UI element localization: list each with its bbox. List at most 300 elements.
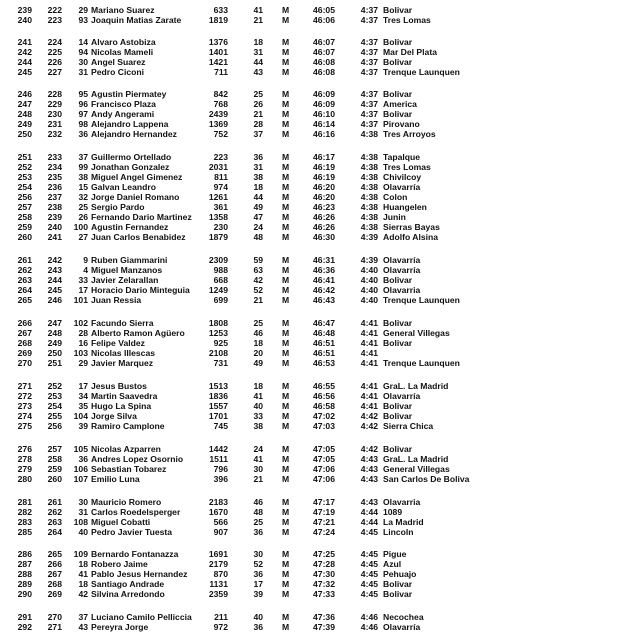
runner-age: 18	[253, 381, 263, 391]
finish-time: 47:36	[313, 612, 335, 622]
pace: 4:42	[360, 444, 378, 454]
runner-city: San Carlos De Boliva	[383, 474, 470, 484]
category-number: 31	[78, 67, 88, 77]
result-row	[0, 152, 634, 162]
runner-city: Bolivar	[383, 579, 413, 589]
category-position: 257	[47, 444, 62, 454]
overall-position: 291	[17, 612, 32, 622]
runner-sex: M	[282, 328, 290, 338]
overall-position: 264	[17, 285, 32, 295]
overall-position: 254	[17, 182, 32, 192]
finish-time: 47:03	[313, 421, 335, 431]
category-position: 237	[47, 192, 62, 202]
finish-time: 46:19	[313, 172, 335, 182]
runner-name: Facundo Sierra	[91, 318, 154, 328]
result-row	[0, 559, 634, 569]
pace: 4:41	[360, 391, 378, 401]
runner-city: Bolivar	[383, 318, 413, 328]
category-position: 264	[47, 527, 62, 537]
finish-time: 47:24	[313, 527, 335, 537]
runner-city: Tres Arroyos	[383, 129, 436, 139]
result-row	[0, 391, 634, 401]
result-row	[0, 569, 634, 579]
result-row	[0, 527, 634, 537]
category-number: 99	[78, 162, 88, 172]
runner-name: Fernando Dario Martinez	[91, 212, 192, 222]
category-position: 240	[47, 222, 62, 232]
runner-name: Juan Carlos Benabidez	[91, 232, 186, 242]
result-row	[0, 474, 634, 484]
category-position: 256	[47, 421, 62, 431]
runner-name: Luciano Camilo Pelliccia	[91, 612, 192, 622]
runner-age: 52	[253, 559, 263, 569]
runner-name: Pedro Javier Tuesta	[91, 527, 173, 537]
runner-name: Miguel Cobatti	[91, 517, 151, 527]
pace: 4:41	[360, 348, 378, 358]
runner-age: 38	[253, 172, 263, 182]
overall-position: 280	[17, 474, 32, 484]
runner-sex: M	[282, 172, 290, 182]
bib-number: 907	[213, 527, 228, 537]
runner-sex: M	[282, 381, 290, 391]
runner-name: Bernardo Fontanazza	[91, 549, 179, 559]
finish-time: 46:47	[313, 318, 335, 328]
runner-sex: M	[282, 411, 290, 421]
result-row	[0, 454, 634, 464]
runner-sex: M	[282, 517, 290, 527]
finish-time: 46:20	[313, 182, 335, 192]
runner-age: 41	[253, 391, 263, 401]
category-position: 229	[47, 99, 62, 109]
runner-sex: M	[282, 348, 290, 358]
overall-position: 290	[17, 589, 32, 599]
bib-number: 1557	[208, 401, 228, 411]
overall-position: 285	[17, 527, 32, 537]
category-number: 107	[73, 474, 88, 484]
runner-age: 36	[253, 622, 263, 632]
finish-time: 46:30	[313, 232, 335, 242]
runner-name: Jorge Silva	[91, 411, 137, 421]
runner-city: Tres Lomas	[383, 162, 431, 172]
overall-position: 262	[17, 265, 32, 275]
pace: 4:41	[360, 338, 378, 348]
runner-name: Pedro Ciconi	[91, 67, 145, 77]
runner-city: Huangelen	[383, 202, 427, 212]
category-number: 97	[78, 109, 88, 119]
finish-time: 47:17	[313, 497, 335, 507]
category-position: 267	[47, 569, 62, 579]
bib-number: 2183	[208, 497, 228, 507]
result-row	[0, 119, 634, 129]
pace: 4:37	[360, 109, 378, 119]
pace: 4:41	[360, 358, 378, 368]
category-number: 14	[78, 37, 88, 47]
runner-age: 48	[253, 507, 263, 517]
bib-number: 361	[213, 202, 228, 212]
bib-number: 699	[213, 295, 228, 305]
runner-age: 18	[253, 338, 263, 348]
runner-sex: M	[282, 527, 290, 537]
result-row	[0, 47, 634, 57]
runner-sex: M	[282, 212, 290, 222]
overall-position: 244	[17, 57, 32, 67]
overall-position: 286	[17, 549, 32, 559]
result-row	[0, 401, 634, 411]
runner-sex: M	[282, 391, 290, 401]
runner-sex: M	[282, 497, 290, 507]
runner-city: America	[383, 99, 417, 109]
category-number: 95	[78, 89, 88, 99]
category-position: 253	[47, 391, 62, 401]
runner-age: 46	[253, 497, 263, 507]
bib-number: 768	[213, 99, 228, 109]
result-row	[0, 5, 634, 15]
category-position: 261	[47, 497, 62, 507]
result-row	[0, 162, 634, 172]
finish-time: 47:19	[313, 507, 335, 517]
runner-sex: M	[282, 474, 290, 484]
runner-age: 49	[253, 202, 263, 212]
runner-city: Trenque Launquen	[383, 295, 460, 305]
runner-age: 20	[253, 348, 263, 358]
bib-number: 230	[213, 222, 228, 232]
finish-time: 46:07	[313, 47, 335, 57]
runner-age: 63	[253, 265, 263, 275]
runner-age: 47	[253, 212, 263, 222]
runner-name: Javier Zelarallan	[91, 275, 159, 285]
runner-sex: M	[282, 37, 290, 47]
runner-age: 48	[253, 232, 263, 242]
runner-name: Alvaro Astobiza	[91, 37, 156, 47]
finish-time: 47:06	[313, 464, 335, 474]
result-row	[0, 212, 634, 222]
bib-number: 2031	[208, 162, 228, 172]
runner-name: Francisco Plaza	[91, 99, 156, 109]
overall-position: 266	[17, 318, 32, 328]
runner-sex: M	[282, 67, 290, 77]
finish-time: 46:05	[313, 5, 335, 15]
runner-name: Joaquin Matias Zarate	[91, 15, 182, 25]
runner-city	[383, 348, 533, 358]
runner-sex: M	[282, 421, 290, 431]
result-row	[0, 381, 634, 391]
bib-number: 1511	[209, 454, 228, 464]
finish-time: 46:09	[313, 89, 335, 99]
category-position: 260	[47, 474, 62, 484]
runner-sex: M	[282, 401, 290, 411]
pace: 4:43	[360, 497, 378, 507]
runner-name: Sergio Pardo	[91, 202, 145, 212]
bib-number: 2439	[208, 109, 228, 119]
runner-sex: M	[282, 109, 290, 119]
runner-city: Bolivar	[383, 444, 413, 454]
runner-name: Felipe Valdez	[91, 338, 145, 348]
overall-position: 268	[17, 338, 32, 348]
category-number: 18	[78, 559, 88, 569]
runner-age: 21	[253, 15, 263, 25]
overall-position: 271	[17, 381, 32, 391]
overall-position: 273	[17, 401, 32, 411]
bib-number: 842	[213, 89, 228, 99]
category-number: 34	[78, 391, 88, 401]
bib-number: 566	[213, 517, 228, 527]
finish-time: 47:28	[313, 559, 335, 569]
pace: 4:38	[360, 129, 378, 139]
category-position: 259	[47, 464, 62, 474]
runner-name: Santiago Andrade	[91, 579, 165, 589]
bib-number: 1670	[208, 507, 228, 517]
category-number: 37	[78, 152, 88, 162]
overall-position: 275	[17, 421, 32, 431]
result-row	[0, 411, 634, 421]
runner-city: Junin	[383, 212, 406, 222]
runner-city: Sierras Bayas	[383, 222, 440, 232]
result-row	[0, 275, 634, 285]
finish-time: 47:33	[313, 589, 335, 599]
result-row	[0, 265, 634, 275]
category-position: 249	[47, 338, 62, 348]
category-position: 266	[47, 559, 62, 569]
category-number: 26	[78, 212, 88, 222]
runner-name: Nicolas Azparren	[91, 444, 161, 454]
overall-position: 270	[17, 358, 32, 368]
bib-number: 1819	[208, 15, 228, 25]
overall-position: 289	[17, 579, 32, 589]
category-number: 103	[73, 348, 88, 358]
overall-position: 250	[17, 129, 32, 139]
overall-position: 269	[17, 348, 32, 358]
pace: 4:38	[360, 152, 378, 162]
runner-name: Andy Angerami	[91, 109, 155, 119]
runner-sex: M	[282, 358, 290, 368]
runner-name: Ramiro Camplone	[91, 421, 165, 431]
pace: 4:41	[360, 401, 378, 411]
runner-age: 49	[253, 358, 263, 368]
category-number: 108	[73, 517, 88, 527]
result-row	[0, 589, 634, 599]
finish-time: 46:20	[313, 192, 335, 202]
runner-name: Robero Jaime	[91, 559, 148, 569]
runner-city: Tapalque	[383, 152, 421, 162]
runner-city: Bolivar	[383, 57, 413, 67]
runner-age: 26	[253, 99, 263, 109]
bib-number: 668	[213, 275, 228, 285]
category-number: 100	[73, 222, 88, 232]
bib-number: 925	[213, 338, 228, 348]
category-number: 17	[78, 285, 88, 295]
runner-age: 21	[253, 474, 263, 484]
runner-sex: M	[282, 507, 290, 517]
category-number: 106	[73, 464, 88, 474]
finish-time: 46:14	[313, 119, 335, 129]
runner-sex: M	[282, 549, 290, 559]
runner-city: La Madrid	[383, 517, 424, 527]
overall-position: 288	[17, 569, 32, 579]
bib-number: 1701	[208, 411, 228, 421]
result-row	[0, 109, 634, 119]
runner-age: 39	[253, 589, 263, 599]
result-row	[0, 232, 634, 242]
category-position: 232	[47, 129, 62, 139]
result-row	[0, 348, 634, 358]
category-number: 27	[78, 232, 88, 242]
category-position: 222	[47, 5, 62, 15]
category-number: 25	[78, 202, 88, 212]
category-number: 98	[78, 119, 88, 129]
bib-number: 2179	[208, 559, 228, 569]
runner-age: 25	[253, 517, 263, 527]
finish-time: 46:08	[313, 57, 335, 67]
pace: 4:46	[360, 622, 378, 632]
pace: 4:41	[360, 318, 378, 328]
runner-sex: M	[282, 99, 290, 109]
category-position: 252	[47, 381, 62, 391]
result-row	[0, 338, 634, 348]
pace: 4:38	[360, 202, 378, 212]
pace: 4:40	[360, 295, 378, 305]
overall-position: 256	[17, 192, 32, 202]
runner-city: GraL. La Madrid	[383, 454, 449, 464]
runner-city: Bolivar	[383, 411, 413, 421]
category-position: 250	[47, 348, 62, 358]
bib-number: 974	[213, 182, 228, 192]
overall-position: 241	[17, 37, 32, 47]
bib-number: 1131	[209, 579, 228, 589]
runner-sex: M	[282, 15, 290, 25]
bib-number: 972	[213, 622, 228, 632]
result-row	[0, 99, 634, 109]
runner-city: Pirovano	[383, 119, 420, 129]
bib-number: 396	[213, 474, 228, 484]
bib-number: 711	[214, 67, 228, 77]
bib-number: 731	[213, 358, 228, 368]
pace: 4:38	[360, 162, 378, 172]
pace: 4:45	[360, 549, 378, 559]
runner-sex: M	[282, 318, 290, 328]
category-position: 246	[47, 295, 62, 305]
overall-position: 276	[17, 444, 32, 454]
runner-sex: M	[282, 255, 290, 265]
category-number: 40	[78, 527, 88, 537]
runner-name: Jorge Daniel Romano	[91, 192, 180, 202]
finish-time: 46:07	[313, 37, 335, 47]
runner-sex: M	[282, 454, 290, 464]
category-position: 269	[47, 589, 62, 599]
pace: 4:41	[360, 328, 378, 338]
finish-time: 46:55	[313, 381, 335, 391]
pace: 4:45	[360, 527, 378, 537]
pace: 4:37	[360, 67, 378, 77]
finish-time: 46:58	[313, 401, 335, 411]
bib-number: 988	[213, 265, 228, 275]
pace: 4:37	[360, 57, 378, 67]
category-number: 15	[78, 182, 88, 192]
overall-position: 258	[17, 212, 32, 222]
category-number: 104	[73, 411, 88, 421]
bib-number: 1836	[208, 391, 228, 401]
runner-age: 40	[253, 401, 263, 411]
runner-age: 18	[253, 182, 263, 192]
runner-city: Trenque Launquen	[383, 358, 460, 368]
category-number: 101	[73, 295, 88, 305]
runner-name: Javier Marquez	[91, 358, 154, 368]
result-row	[0, 497, 634, 507]
bib-number: 1369	[208, 119, 228, 129]
runner-city: Bolivar	[383, 89, 413, 99]
runner-age: 33	[253, 411, 263, 421]
runner-age: 41	[253, 454, 263, 464]
result-row	[0, 172, 634, 182]
finish-time: 46:43	[313, 295, 335, 305]
runner-age: 52	[253, 285, 263, 295]
category-number: 18	[78, 579, 88, 589]
runner-city: Olavarría	[383, 622, 421, 632]
runner-name: Angel Suarez	[91, 57, 146, 67]
runner-name: Ruben Giammarini	[91, 255, 168, 265]
runner-city: Sierra Chica	[383, 421, 434, 431]
category-position: 251	[47, 358, 62, 368]
runner-sex: M	[282, 162, 290, 172]
result-row	[0, 612, 634, 622]
bib-number: 811	[214, 172, 228, 182]
category-number: 36	[78, 129, 88, 139]
result-row	[0, 421, 634, 431]
finish-time: 47:39	[313, 622, 335, 632]
runner-city: Colon	[383, 192, 408, 202]
result-row	[0, 192, 634, 202]
category-number: 28	[78, 328, 88, 338]
runner-city: General Villegas	[383, 328, 450, 338]
runner-age: 36	[253, 152, 263, 162]
bib-number: 1401	[208, 47, 228, 57]
category-position: 271	[47, 622, 62, 632]
bib-number: 2359	[208, 589, 228, 599]
overall-position: 260	[17, 232, 32, 242]
category-position: 262	[47, 507, 62, 517]
runner-sex: M	[282, 129, 290, 139]
runner-age: 46	[253, 328, 263, 338]
overall-position: 251	[17, 152, 32, 162]
finish-time: 46:26	[313, 212, 335, 222]
runner-name: Carlos Roedelsperger	[91, 507, 181, 517]
category-position: 223	[47, 15, 62, 25]
runner-name: Alberto Ramon Agüero	[91, 328, 185, 338]
pace: 4:43	[360, 464, 378, 474]
finish-time: 46:36	[313, 265, 335, 275]
bib-number: 2309	[208, 255, 228, 265]
finish-time: 47:25	[313, 549, 335, 559]
runner-city: Olavarría	[383, 391, 421, 401]
runner-age: 37	[253, 129, 263, 139]
runner-age: 24	[253, 222, 263, 232]
bib-number: 870	[213, 569, 228, 579]
runner-name: Jesus Bustos	[91, 381, 147, 391]
finish-time: 47:21	[313, 517, 335, 527]
bib-number: 796	[213, 464, 228, 474]
overall-position: 274	[17, 411, 32, 421]
runner-age: 17	[253, 579, 263, 589]
category-position: 263	[47, 517, 62, 527]
result-row	[0, 517, 634, 527]
result-row	[0, 444, 634, 454]
pace: 4:40	[360, 285, 378, 295]
runner-age: 25	[253, 89, 263, 99]
category-position: 270	[47, 612, 62, 622]
result-row	[0, 318, 634, 328]
category-position: 265	[47, 549, 62, 559]
runner-sex: M	[282, 622, 290, 632]
runner-city: Bolivar	[383, 275, 413, 285]
